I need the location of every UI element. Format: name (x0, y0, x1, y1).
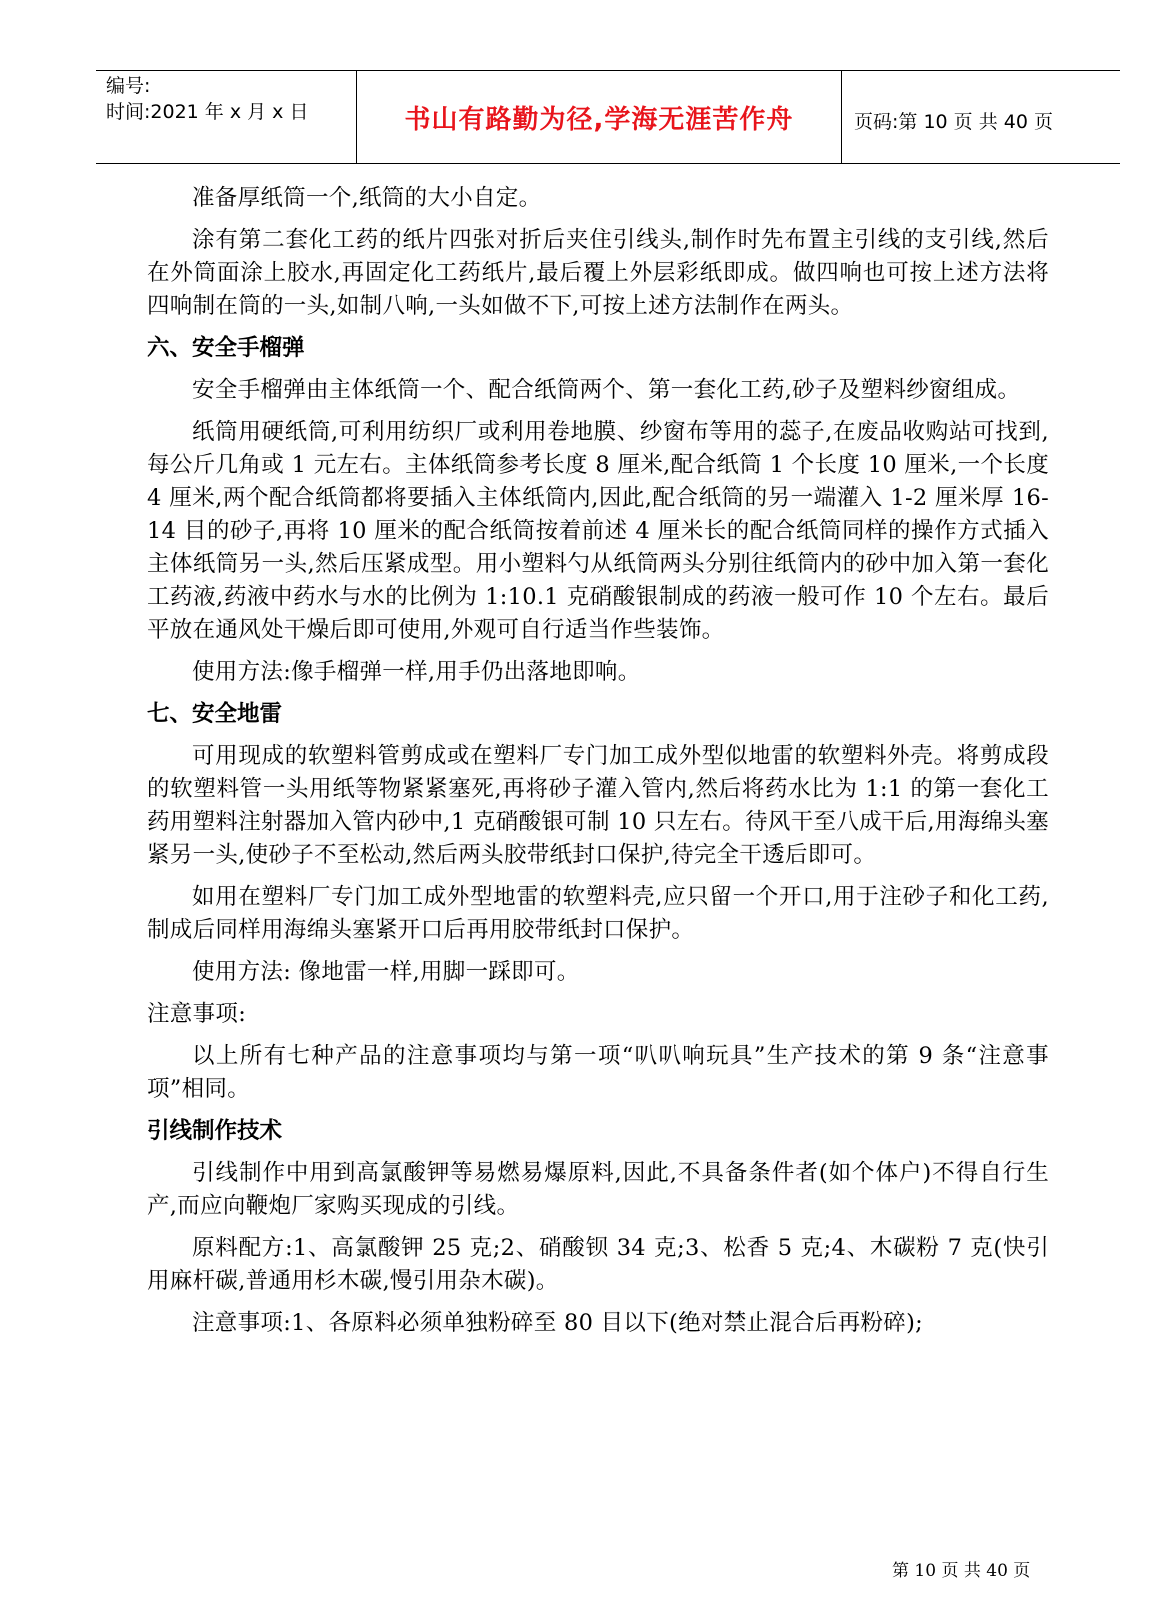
paragraph: 准备厚纸筒一个,纸筒的大小自定。 (192, 185, 542, 211)
document-number-label: 编号: (106, 75, 151, 97)
paragraph: 使用方法:像手榴弹一样,用手仍出落地即响。 (192, 659, 641, 685)
paragraph: 可用现成的软塑料管剪成或在塑料厂专门加工成外型似地雷的软塑料外壳。将剪成段的软塑料管一头用纸等物紧紧塞死,再将砂子灌入管内,然后将药水比为 1:1 的第一套化工药用塑料注射器加入管内砂中,1 克硝酸银可制 10 只左右。待风干至八成干后,用海绵头塞紧另一头,使砂子不至松动,然后两头胶带纸封口保护,待完全干透后即可。 (147, 743, 1049, 868)
paragraph: 纸筒用硬纸筒,可利用纺织厂或利用卷地膜、纱窗布等用的蕊子,在废品收购站可找到,每公斤几角或 1 元左右。主体纸筒参考长度 8 厘米,配合纸筒 1 个长度 10 厘米,一个长度 4 厘米,两个配合纸筒都将要插入主体纸筒内,因此,配合纸筒的另一端灌入 1-2 厘米厚 16-14 目的砂子,再将 10 厘米的配合纸筒按着前述 4 厘米长的配合纸筒同样的操作方式插入主体纸筒另一头,然后压紧成型。用小塑料勺从纸筒两头分别往纸筒内的砂中加入第一套化工药液,药液中药水与水的比例为 1:10.1 克硝酸银制成的药液一般可作 10 个左右。最后平放在通风处干燥后即可使用,外观可自行适当作些装饰。 (147, 419, 1049, 643)
page-number-info: 页码:第 10 页 共 40 页 (854, 111, 1053, 133)
motto-text: 书山有路勤为径,学海无涯苦作舟 (404, 105, 794, 135)
document-body (147, 182, 1049, 1349)
paragraph: 以上所有七种产品的注意事项均与第一项“叭叭响玩具”生产技术的第 9 条“注意事项”相同。 (147, 1043, 1049, 1102)
header-meta-cell (96, 71, 356, 163)
paragraph: 使用方法: 像地雷一样,用脚一踩即可。 (192, 959, 580, 985)
paragraph: 注意事项:1、各原料必须单独粉碎至 80 目以下(绝对禁止混合后再粉碎); (192, 1310, 924, 1336)
page-header (96, 70, 1120, 164)
paragraph: 如用在塑料厂专门加工成外型地雷的软塑料壳,应只留一个开口,用于注砂子和化工药,制成后同样用海绵头塞紧开口后再用胶带纸封口保护。 (147, 884, 1049, 943)
page-footer: 第 10 页 共 40 页 (892, 1561, 1031, 1581)
paragraph: 涂有第二套化工药的纸片四张对折后夹住引线头,制作时先布置主引线的支引线,然后在外筒面涂上胶水,再固定化工药纸片,最后覆上外层彩纸即成。做四响也可按上述方法将四响制在筒的一头,如制八响,一头如做不下,可按上述方法制作在两头。 (147, 227, 1049, 319)
paragraph: 原料配方:1、高氯酸钾 25 克;2、硝酸钡 34 克;3、松香 5 克;4、木碳粉 7 克(快引用麻杆碳,普通用杉木碳,慢引用杂木碳)。 (147, 1235, 1049, 1294)
paragraph: 安全手榴弹由主体纸筒一个、配合纸筒两个、第一套化工药,砂子及塑料纱窗组成。 (192, 377, 1021, 403)
section-heading-fuse: 引线制作技术 (147, 1118, 283, 1144)
header-page-cell (842, 71, 1120, 163)
section-heading-landmine: 七、安全地雷 (147, 701, 283, 727)
paragraph: 引线制作中用到高氯酸钾等易燃易爆原料,因此,不具备条件者(如个体户)不得自行生产,而应向鞭炮厂家购买现成的引线。 (147, 1160, 1049, 1219)
section-heading-grenade: 六、安全手榴弹 (147, 335, 305, 361)
paragraph: 注意事项: (147, 1001, 247, 1027)
header-motto-cell (356, 71, 842, 163)
document-time-label: 时间:2021 年 x 月 x 日 (106, 101, 309, 123)
